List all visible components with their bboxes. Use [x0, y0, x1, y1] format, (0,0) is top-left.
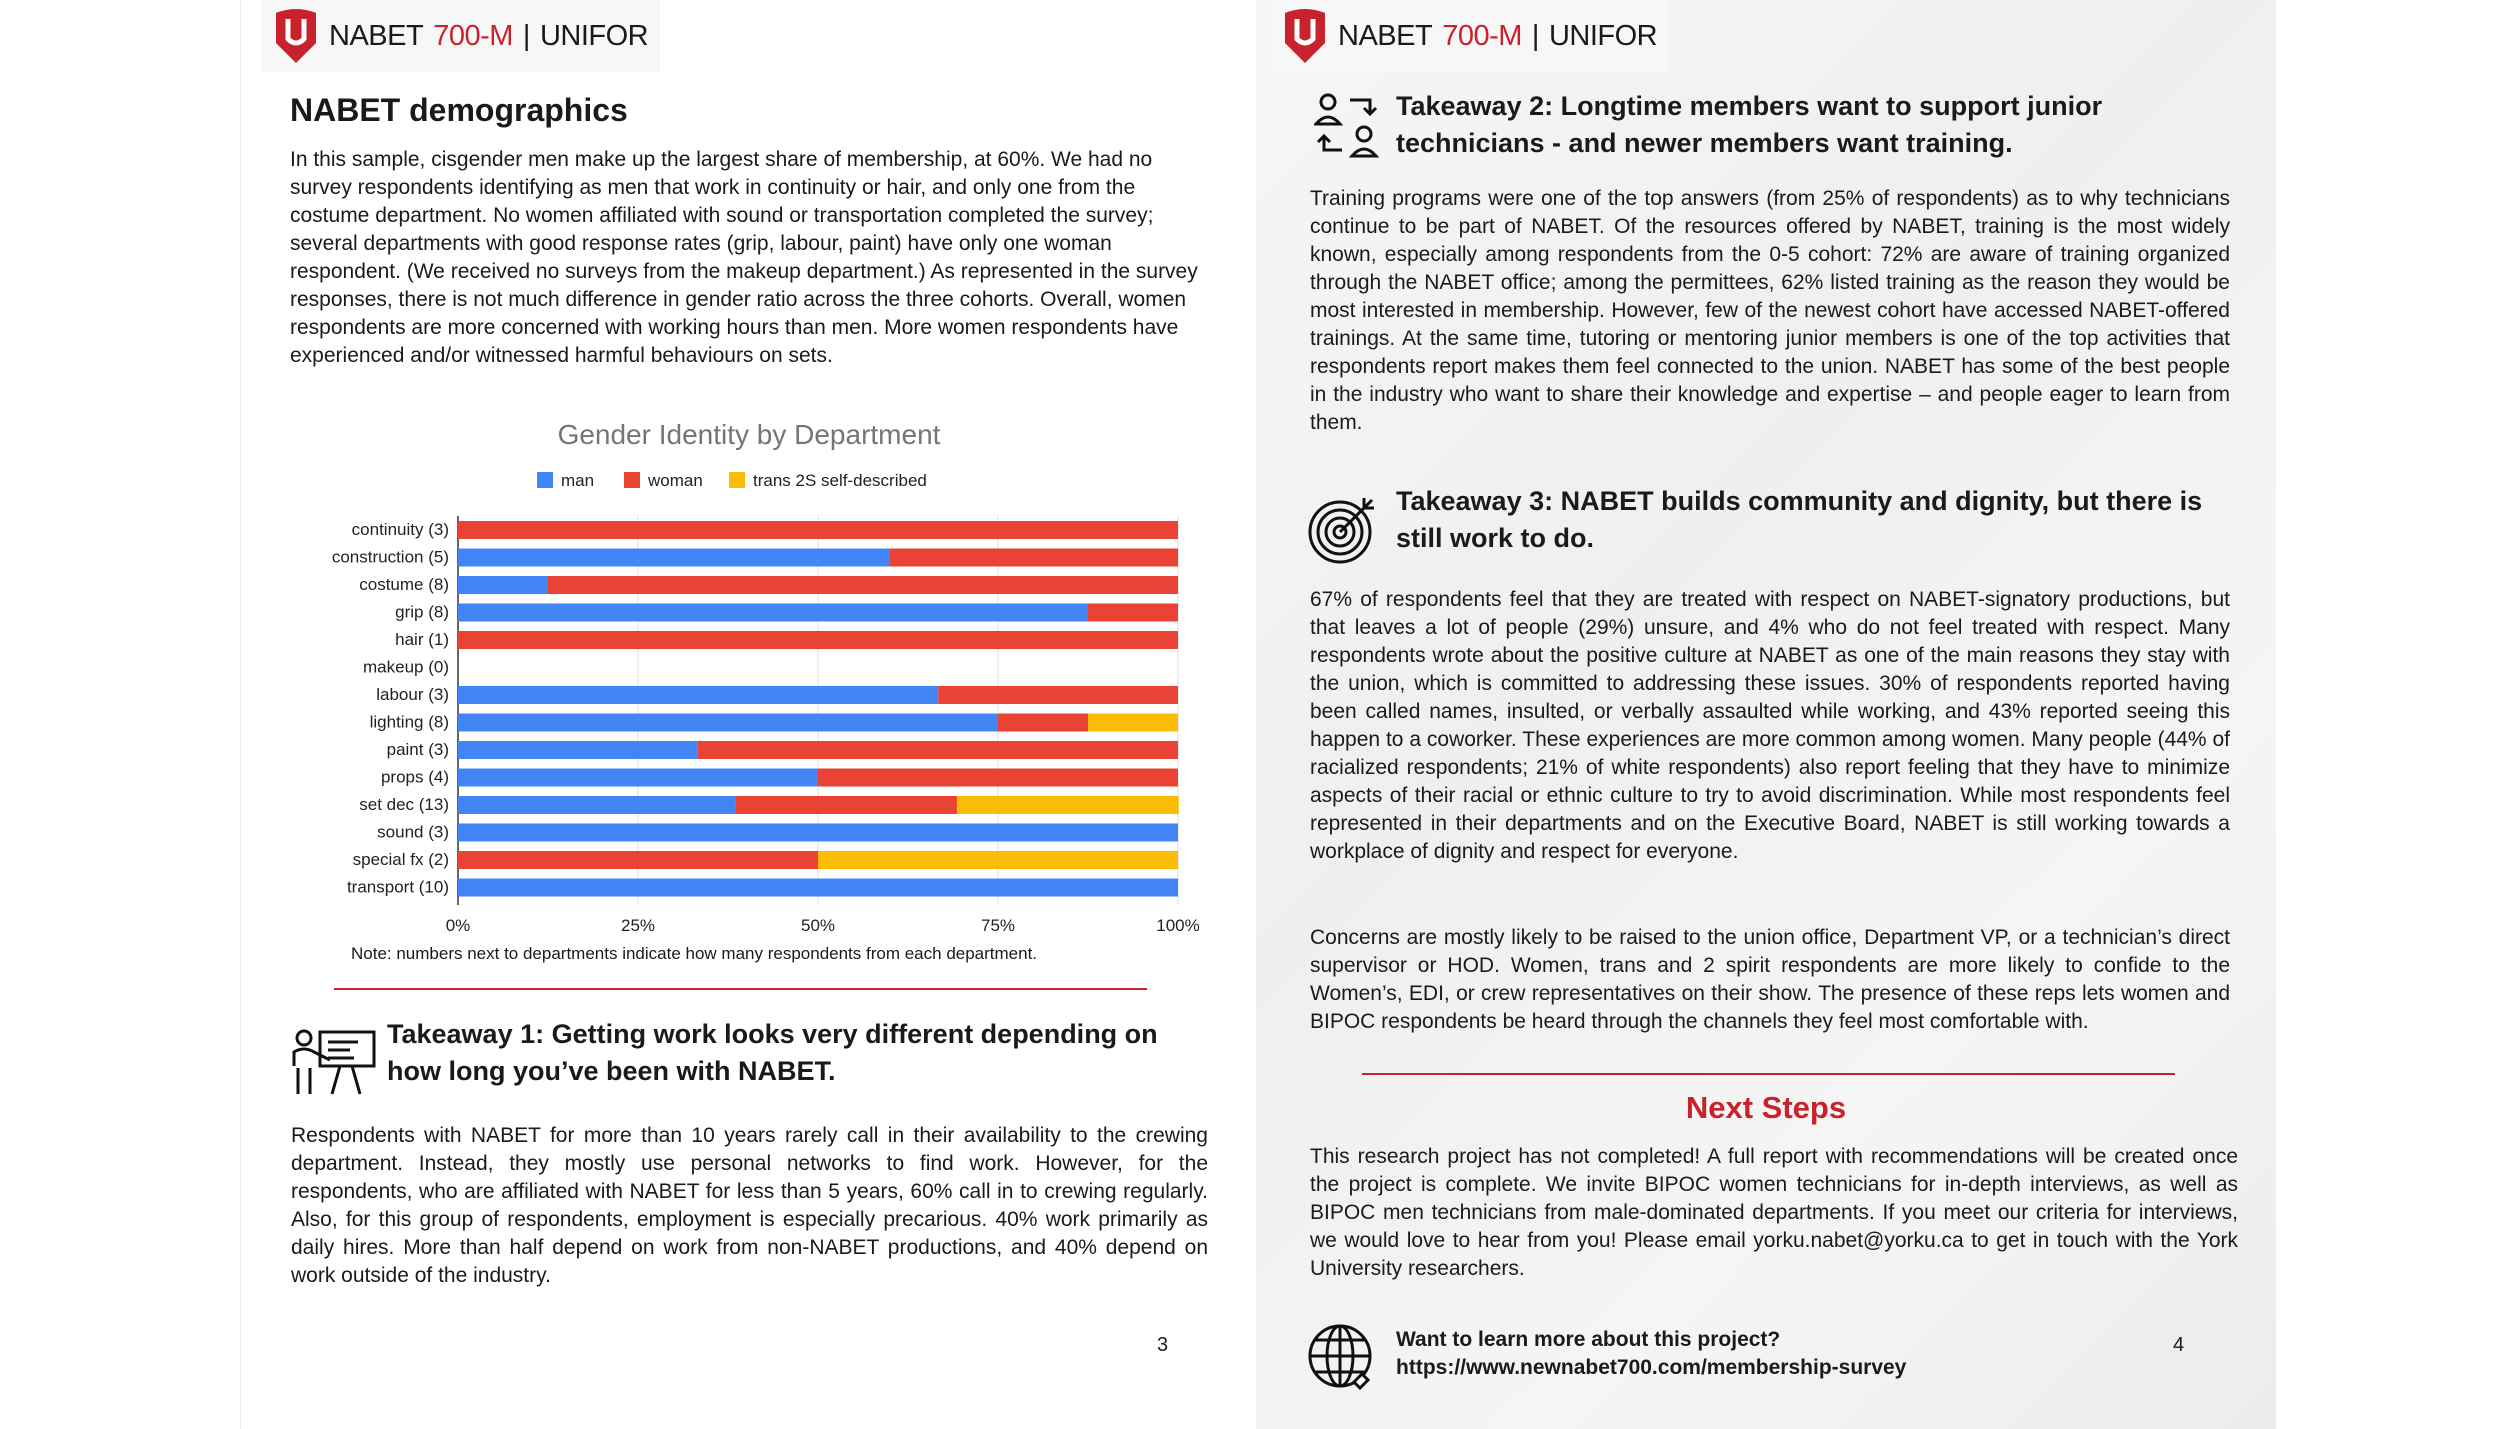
- email-link[interactable]: yorku.nabet@yorku.ca: [1753, 1229, 1964, 1252]
- category-label: props (4): [380, 767, 449, 787]
- separator: |: [522, 19, 530, 52]
- x-tick-label: 100%: [1156, 916, 1200, 935]
- presenter-icon: [290, 1026, 378, 1096]
- bar-segment: [548, 576, 1178, 594]
- globe-icon: [1306, 1322, 1378, 1394]
- legend-label: man: [561, 471, 595, 490]
- next-steps-text: This research project has not completed! A full report with recommendations will be created once the project is complete. We invite BIPOC women technicians for in-depth interviews, as well as BIPOC men technicians from male-dominated departments. If you meet our criteria for interviews, we would love to hear from you! Please email: [1310, 1145, 2238, 1252]
- union-text: UNIFOR: [1548, 19, 1658, 52]
- legend-label: trans 2S self-described: [753, 471, 927, 490]
- x-tick-label: 0%: [445, 916, 471, 935]
- bar-segment: [818, 851, 1178, 869]
- unifor-shield-icon: [1282, 7, 1328, 65]
- bar-segment: [458, 576, 548, 594]
- bar-segment: [938, 686, 1178, 704]
- gender-chart: [241, 410, 1254, 950]
- category-label: makeup (0): [363, 657, 449, 677]
- bar-segment: [957, 796, 1179, 814]
- bar-segment: [458, 769, 818, 787]
- bar-segment: [458, 549, 890, 567]
- category-label: set dec (13): [359, 795, 449, 814]
- bar-segment: [458, 714, 998, 732]
- page-4: [1256, 0, 2276, 1429]
- chart-title: Gender Identity by Department: [557, 419, 941, 450]
- cta-text: Want to learn more about this project?: [1396, 1328, 1781, 1351]
- bar-segment: [998, 714, 1088, 732]
- survey-link[interactable]: https://www.newnabet700.com/membership-survey: [1396, 1356, 1907, 1379]
- takeaway-2-title: Takeaway 2: Longtime members want to support junior technicians - and newer members want training.: [1396, 91, 2103, 158]
- legend-swatch: [624, 472, 640, 488]
- takeaway-3-body-2: Concerns are mostly likely to be raised to the union office, Department VP, or a technician’s direct supervisor or HOD. Women, trans and 2 spirit respondents are more likely to confide to the Women’s, EDI, or crew representatives on their show. The presence of these reps lets women and BIPOC respondents be heard through the channels they feel most comfortable with.: [1310, 926, 2230, 1033]
- nabet-logo: [1270, 0, 1669, 72]
- legend-swatch: [729, 472, 745, 488]
- bar-segment: [458, 631, 1178, 649]
- page-3: [240, 0, 1253, 1429]
- x-tick-label: 50%: [800, 916, 836, 935]
- chart-note: Note: numbers next to departments indicate how many respondents from each department.: [351, 944, 1038, 963]
- takeaway-1-title: Takeaway 1: Getting work looks very different depending on how long you’ve been with NABET.: [387, 1019, 1158, 1086]
- category-label: grip (8): [395, 602, 449, 622]
- bar-segment: [458, 879, 1178, 897]
- category-label: sound (3): [377, 822, 449, 842]
- target-icon: [1306, 490, 1382, 566]
- category-label: costume (8): [359, 575, 449, 594]
- category-label: paint (3): [386, 740, 449, 759]
- bar-segment: [698, 741, 1178, 759]
- separator: |: [1531, 19, 1539, 52]
- takeaway-3-title: Takeaway 3: NABET builds community and dignity, but there is still work to do.: [1396, 486, 2203, 553]
- divider: [334, 988, 1147, 990]
- bar-segment: [890, 549, 1178, 567]
- legend-label: woman: [648, 471, 703, 490]
- bar-segment: [458, 796, 735, 814]
- x-tick-label: 25%: [620, 916, 656, 935]
- legend-swatch: [537, 472, 553, 488]
- takeaway-2-body: Training programs were one of the top answers (from 25% of respondents) as to why technicians continue to be part of NABET. Of the resources offered by NABET, training is the most widely known, especially among respondents from the 0-5 cohort: 72% are aware of training organized through the NABET office; among the permittees, 62% listed training as the reason they would be most interested in membership. However, few of the newest cohort have accessed NABET-offered trainings. At the same time, tutoring or mentoring junior members is one of the top activities that respondents report makes them feel connected to the union. NABET has some of the best people in the industry who want to share their knowledge and expertise – and people eager to learn from them.: [1310, 187, 2230, 434]
- page-number: 4: [2173, 1334, 2185, 1356]
- category-label: construction (5): [331, 547, 449, 567]
- bar-segment: [735, 796, 957, 814]
- category-label: transport (10): [346, 877, 449, 897]
- local-text: 700-M: [433, 19, 513, 52]
- takeaway-1-body: Respondents with NABET for more than 10 years rarely call in their availability to the crewing department. Instead, they mostly use personal networks to find work. However, for the respondents, who are affiliated with NABET for less than 5 years, 60% call in to crewing regularly. Also, for this group of respondents, employment is especially precarious. 40% work primarily as daily hires. More than half depend on work from non-NABET productions, and 40% depend on work outside of the industry.: [291, 1124, 1208, 1287]
- category-label: lighting (8): [369, 712, 449, 732]
- intro-paragraph: In this sample, cisgender men make up the largest share of membership, at 60%. We had no survey respondents identifying as men that work in continuity or hair, and only one from the costume department. No women affiliated with sound or transportation completed the survey; several departments with good response rates (grip, labour, paint) have only one woman respondent. (We received no surveys from the makeup department.) As represented in the survey responses, there is not much difference in gender ratio across the three cohorts. Overall, women respondents are more concerned with working hours than men. More women respondents have experienced and/or witnessed harmful behaviours on sets.: [290, 148, 1198, 367]
- bar-segment: [458, 686, 938, 704]
- bar-segment: [458, 741, 698, 759]
- unifor-shield-icon: [273, 7, 319, 65]
- takeaway-3-body-1: 67% of respondents feel that they are treated with respect on NABET-signatory productions, but that leaves a lot of people (29%) unsure, and 4% who do not feel treated with respect. Many respondents wrote about the positive culture at NABET as one of the main reasons they stay with the union, which is committed to addressing these issues. 30% of respondents reported having been called names, insulted, or verbally assaulted while working, and 43% reported seeing this happen to a coworker. These experiences are more common among women. Many people (44% of racialized respondents; 21% of white respondents) also report feeling that they have to minimize aspects of their racial or ethnic culture to try to avoid discrimination. While most respondents feel represented in their departments and on the Executive Board, NABET is still working towards a workplace of dignity and respect for everyone.: [1310, 588, 2230, 863]
- page-title: NABET demographics: [290, 92, 628, 128]
- page-number: 3: [1157, 1334, 1169, 1356]
- next-steps-tail: to get in touch with the York University researchers.: [1310, 1229, 2238, 1280]
- category-label: continuity (3): [351, 520, 449, 539]
- divider: [1362, 1073, 2175, 1075]
- next-steps-title: Next Steps: [1685, 1090, 1847, 1125]
- bar-segment: [458, 521, 1178, 539]
- bar-segment: [458, 824, 1178, 842]
- brand-text: NABET: [1338, 19, 1433, 52]
- next-steps-body: [1310, 1143, 2238, 1283]
- bar-segment: [818, 769, 1178, 787]
- bar-segment: [1088, 714, 1178, 732]
- mentoring-icon: [1314, 92, 1380, 158]
- bar-segment: [1088, 604, 1178, 622]
- union-text: UNIFOR: [539, 19, 649, 52]
- x-tick-label: 75%: [980, 916, 1016, 935]
- nabet-logo: [261, 0, 660, 72]
- category-label: hair (1): [395, 630, 449, 649]
- brand-text: NABET: [329, 19, 424, 52]
- bar-segment: [458, 604, 1088, 622]
- bar-segment: [458, 851, 818, 869]
- category-label: special fx (2): [352, 850, 449, 869]
- category-label: labour (3): [376, 685, 449, 704]
- local-text: 700-M: [1442, 19, 1522, 52]
